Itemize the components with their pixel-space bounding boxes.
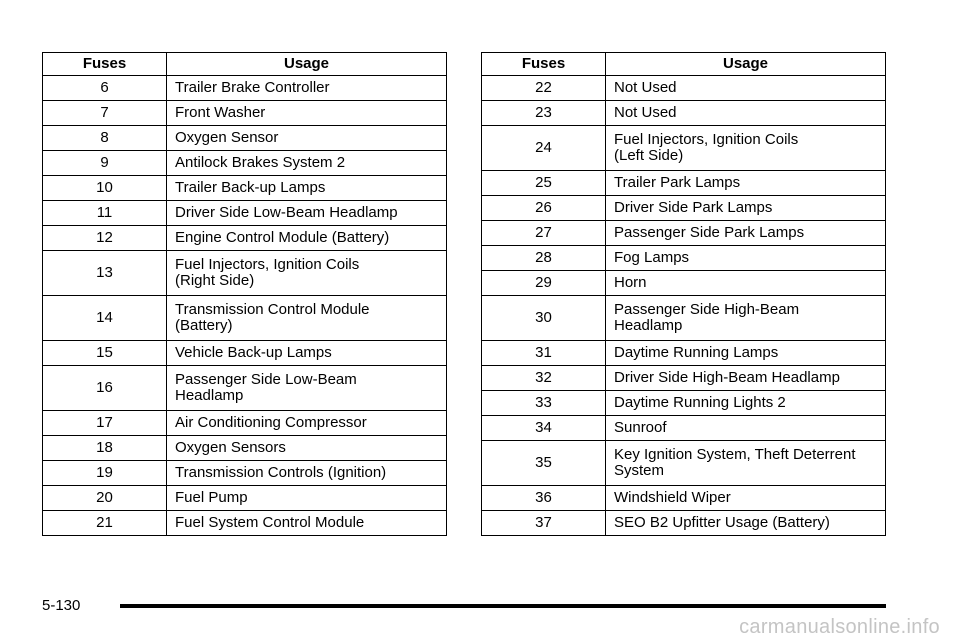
fuse-table-left <box>42 52 447 536</box>
table-row <box>482 296 886 341</box>
fuse-table-left-body <box>43 76 447 536</box>
fuse-number: 22 <box>482 76 606 101</box>
table-row <box>43 226 447 251</box>
fuse-usage: Windshield Wiper <box>606 486 886 511</box>
table-row <box>43 296 447 341</box>
fuse-number: 7 <box>43 101 167 126</box>
table-row <box>482 246 886 271</box>
fuse-usage: Passenger Side High-Beam Headlamp <box>606 296 886 341</box>
watermark: carmanualsonline.info <box>739 616 940 638</box>
table-row <box>482 441 886 486</box>
fuse-number: 32 <box>482 366 606 391</box>
fuse-number: 18 <box>43 436 167 461</box>
fuse-usage: Sunroof <box>606 416 886 441</box>
table-row <box>43 366 447 411</box>
fuse-table-right-body <box>482 76 886 536</box>
fuse-number: 20 <box>43 486 167 511</box>
fuse-number: 37 <box>482 511 606 536</box>
fuse-number: 17 <box>43 411 167 436</box>
column-header-fuses: Fuses <box>43 53 167 76</box>
fuse-table-right <box>481 52 886 536</box>
table-row <box>43 101 447 126</box>
fuse-number: 14 <box>43 296 167 341</box>
fuse-usage: SEO B2 Upfitter Usage (Battery) <box>606 511 886 536</box>
fuse-number: 6 <box>43 76 167 101</box>
fuse-number: 26 <box>482 196 606 221</box>
table-row <box>43 486 447 511</box>
fuse-usage: Key Ignition System, Theft Deterrent System <box>606 441 886 486</box>
table-row <box>43 201 447 226</box>
table-row <box>43 341 447 366</box>
table-row <box>482 341 886 366</box>
table-header-row <box>43 53 447 76</box>
fuse-usage: Daytime Running Lights 2 <box>606 391 886 416</box>
fuse-number: 24 <box>482 126 606 171</box>
fuse-usage: Driver Side Park Lamps <box>606 196 886 221</box>
fuse-number: 12 <box>43 226 167 251</box>
fuse-usage: Passenger Side Low-Beam Headlamp <box>167 366 447 411</box>
fuse-usage: Air Conditioning Compressor <box>167 411 447 436</box>
fuse-usage: Vehicle Back-up Lamps <box>167 341 447 366</box>
page-number: 5-130 <box>42 597 81 614</box>
fuse-usage: Daytime Running Lamps <box>606 341 886 366</box>
fuse-number: 10 <box>43 176 167 201</box>
fuse-number: 36 <box>482 486 606 511</box>
fuse-usage: Not Used <box>606 76 886 101</box>
table-row <box>43 251 447 296</box>
fuse-usage: Fuel Injectors, Ignition Coils (Right Side) <box>167 251 447 296</box>
table-row <box>43 461 447 486</box>
fuse-usage: Trailer Brake Controller <box>167 76 447 101</box>
table-row <box>482 271 886 296</box>
fuse-usage: Fog Lamps <box>606 246 886 271</box>
fuse-usage: Antilock Brakes System 2 <box>167 151 447 176</box>
fuse-usage: Oxygen Sensor <box>167 126 447 151</box>
fuse-usage: Fuel Pump <box>167 486 447 511</box>
fuse-number: 35 <box>482 441 606 486</box>
fuse-number: 30 <box>482 296 606 341</box>
fuse-number: 9 <box>43 151 167 176</box>
table-row <box>43 436 447 461</box>
fuse-usage: Front Washer <box>167 101 447 126</box>
table-row <box>482 101 886 126</box>
fuse-number: 34 <box>482 416 606 441</box>
fuse-number: 11 <box>43 201 167 226</box>
fuse-usage: Trailer Park Lamps <box>606 171 886 196</box>
fuse-usage: Horn <box>606 271 886 296</box>
fuse-number: 28 <box>482 246 606 271</box>
fuse-number: 13 <box>43 251 167 296</box>
table-row <box>482 511 886 536</box>
fuse-number: 27 <box>482 221 606 246</box>
table-row <box>482 171 886 196</box>
table-row <box>43 151 447 176</box>
fuse-number: 23 <box>482 101 606 126</box>
fuse-usage: Not Used <box>606 101 886 126</box>
table-row <box>482 76 886 101</box>
fuse-number: 21 <box>43 511 167 536</box>
table-header-row <box>482 53 886 76</box>
fuse-usage: Transmission Control Module (Battery) <box>167 296 447 341</box>
fuse-usage: Driver Side Low-Beam Headlamp <box>167 201 447 226</box>
table-row <box>482 126 886 171</box>
column-header-fuses: Fuses <box>482 53 606 76</box>
fuse-usage: Trailer Back-up Lamps <box>167 176 447 201</box>
table-row <box>482 416 886 441</box>
table-row <box>482 196 886 221</box>
table-row <box>482 391 886 416</box>
fuse-number: 16 <box>43 366 167 411</box>
fuse-number: 33 <box>482 391 606 416</box>
fuse-usage: Engine Control Module (Battery) <box>167 226 447 251</box>
fuse-usage: Passenger Side Park Lamps <box>606 221 886 246</box>
fuse-number: 29 <box>482 271 606 296</box>
table-row <box>43 176 447 201</box>
fuse-number: 15 <box>43 341 167 366</box>
fuse-usage: Transmission Controls (Ignition) <box>167 461 447 486</box>
table-row <box>43 511 447 536</box>
fuse-number: 8 <box>43 126 167 151</box>
table-row <box>43 126 447 151</box>
fuse-usage: Driver Side High-Beam Headlamp <box>606 366 886 391</box>
column-header-usage: Usage <box>167 53 447 76</box>
fuse-usage: Fuel System Control Module <box>167 511 447 536</box>
footer-rule <box>120 604 886 608</box>
table-row <box>482 221 886 246</box>
fuse-number: 19 <box>43 461 167 486</box>
fuse-usage: Fuel Injectors, Ignition Coils (Left Side) <box>606 126 886 171</box>
table-row <box>43 411 447 436</box>
column-header-usage: Usage <box>606 53 886 76</box>
table-row <box>482 486 886 511</box>
table-row <box>43 76 447 101</box>
table-row <box>482 366 886 391</box>
fuse-usage: Oxygen Sensors <box>167 436 447 461</box>
fuse-number: 25 <box>482 171 606 196</box>
fuse-number: 31 <box>482 341 606 366</box>
